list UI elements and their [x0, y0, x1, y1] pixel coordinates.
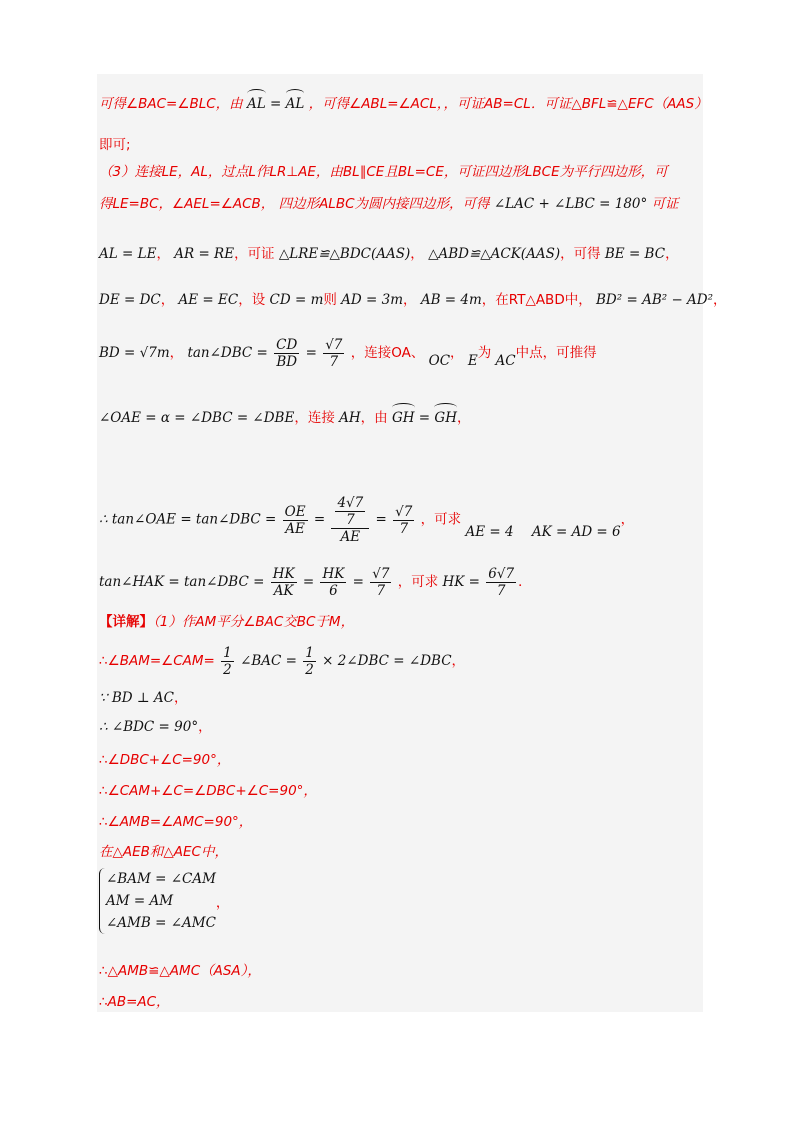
- eq: =: [305, 345, 322, 361]
- numerator: 6√7: [488, 566, 515, 582]
- line-7: [99, 337, 597, 370]
- fraction: [221, 645, 234, 678]
- text: 则: [323, 292, 337, 308]
- line-18: 在△AEB和△AEC中，: [99, 844, 228, 860]
- math: tan∠DBC =: [187, 345, 273, 361]
- math: AE = 4: [465, 523, 514, 540]
- math: OC: [428, 353, 451, 369]
- denominator: AK: [273, 583, 294, 599]
- text: ，可求: [420, 511, 462, 528]
- numerator: OE: [284, 503, 306, 520]
- denominator: AE: [340, 529, 361, 545]
- denominator: 6: [329, 583, 338, 599]
- line-12: [99, 645, 465, 678]
- text: ，: [156, 246, 170, 262]
- line-19: [99, 868, 229, 934]
- numerator: √7: [325, 337, 343, 353]
- math: ∴ tan∠OAE = tan∠DBC =: [99, 511, 281, 528]
- text: ，: [198, 719, 212, 735]
- denominator: 7: [329, 354, 339, 370]
- fraction: [393, 504, 414, 537]
- equation-system: [99, 868, 216, 934]
- numerator: [331, 495, 369, 529]
- text: 中点，可推得: [515, 345, 597, 361]
- denominator: 7: [346, 512, 355, 528]
- line-8: [99, 403, 470, 427]
- denominator: 7: [376, 583, 386, 599]
- line-21: ∴AB=AC，: [99, 994, 170, 1010]
- text: ，: [451, 653, 466, 669]
- line-15: ∴∠DBC+∠C=90°，: [99, 752, 231, 768]
- line-5: [99, 245, 679, 263]
- line-14: [99, 718, 212, 736]
- math: ∠LAC + ∠LBC = 180°: [493, 196, 648, 212]
- math: ∠BAC =: [240, 653, 302, 669]
- text: ，: [403, 292, 417, 308]
- equation: ∠AMB = ∠AMC: [106, 915, 216, 931]
- math: AC: [495, 353, 516, 369]
- eq: =: [352, 574, 369, 590]
- numerator: CD: [276, 337, 298, 353]
- text: ，可证: [234, 246, 275, 262]
- math: ∠OAE = α = ∠DBC = ∠DBE: [99, 410, 295, 426]
- text: ，可得∠ABL=∠ACL，，可证AB=CL．可证△BFL≌△EFC（AAS）: [308, 96, 708, 112]
- line-4: [99, 195, 679, 213]
- denominator: 2: [223, 662, 232, 678]
- line-3: （3）连接LE，AL，过点L作LR⊥AE，由BL∥CE且BL=CE，可证四边形LBCE为平行四边形，可: [99, 164, 668, 180]
- math: BD = √7m: [99, 345, 170, 361]
- numerator: 1: [305, 645, 314, 661]
- text: ，: [410, 246, 424, 262]
- text: ∴∠BAM=∠CAM=: [99, 653, 215, 669]
- line-1: [99, 89, 708, 113]
- text: （1）作AM平分∠BAC交BC于M，: [153, 614, 355, 630]
- text: ，可得: [560, 246, 601, 262]
- fraction: [303, 645, 316, 678]
- eq: =: [302, 574, 319, 590]
- math: AR = RE: [174, 246, 235, 262]
- fraction: [274, 337, 299, 370]
- numerator: 4√7: [337, 495, 364, 511]
- fraction: [320, 566, 346, 599]
- math: tan∠HAK = tan∠DBC =: [99, 574, 269, 590]
- numerator: HK: [322, 566, 345, 582]
- text: ，: [450, 345, 464, 361]
- math: ∵ BD ⊥ AC: [99, 690, 174, 706]
- numerator: √7: [395, 503, 413, 520]
- text: 可得∠BAC=∠BLC，由: [99, 96, 243, 112]
- fraction: [283, 504, 308, 537]
- math: E: [467, 353, 478, 369]
- math: BD² = AB² − AD²: [596, 292, 714, 308]
- denominator: BD: [276, 354, 298, 370]
- arc-gh-2: GH: [434, 403, 457, 427]
- math: △ABD≌△ACK(AAS): [428, 246, 561, 262]
- text: ，: [173, 690, 188, 706]
- text: ，连接: [294, 410, 335, 426]
- line-13: [99, 689, 187, 707]
- numerator: 1: [223, 645, 232, 661]
- text: ，: [713, 292, 727, 308]
- arc-al: AL: [247, 89, 266, 113]
- line-9: [99, 495, 634, 545]
- text: 为: [477, 345, 492, 361]
- text: ，由: [360, 410, 388, 426]
- line-2: 即可;: [99, 137, 131, 153]
- equation: ∠BAM = ∠CAM: [106, 871, 216, 887]
- arc-gh: GH: [392, 403, 415, 427]
- math: BE = BC: [604, 246, 666, 262]
- denominator: AE: [285, 520, 305, 537]
- line-11: [99, 613, 354, 631]
- complex-fraction: [331, 495, 369, 545]
- eq: =: [313, 511, 330, 528]
- text: ，: [160, 292, 175, 308]
- math: DE = DC: [99, 292, 161, 308]
- equation: AM = AM: [106, 893, 174, 909]
- numerator: √7: [372, 566, 390, 582]
- text: ，: [215, 895, 230, 911]
- text: ，可求: [397, 574, 439, 590]
- fraction: [271, 566, 297, 599]
- text: ，设: [238, 292, 266, 308]
- math: △LRE≌△BDC(AAS): [278, 246, 411, 262]
- math: ∴ ∠BDC = 90°: [99, 719, 199, 735]
- fraction: [323, 337, 344, 370]
- math: AE = EC: [178, 292, 239, 308]
- math: × 2∠DBC = ∠DBC: [322, 653, 452, 669]
- math: AL = LE: [99, 246, 157, 262]
- arc-al-2: AL: [286, 89, 305, 113]
- text: 可证: [651, 196, 679, 212]
- eq: =: [375, 511, 392, 528]
- text: ，: [169, 345, 184, 361]
- math: HK =: [442, 574, 485, 590]
- eq: =: [265, 96, 286, 112]
- section-label: 【详解】: [99, 614, 153, 630]
- line-6: [99, 291, 727, 309]
- math: AH: [339, 410, 361, 426]
- text: ，: [665, 246, 679, 262]
- line-16: ∴∠CAM+∠C=∠DBC+∠C=90°，: [99, 783, 317, 799]
- denominator: 7: [496, 583, 506, 599]
- math: AK = AD = 6: [531, 523, 621, 540]
- eq: =: [414, 410, 435, 426]
- math: AB = 4m: [420, 292, 482, 308]
- text: 得LE=BC，∠AEL=∠ACB， 四边形ALBC为圆内接四边形，可得: [99, 196, 490, 212]
- text: ，: [620, 511, 635, 528]
- text: ，: [456, 410, 471, 426]
- inner-fraction: [335, 495, 365, 528]
- line-10: [99, 566, 532, 599]
- denominator: 2: [305, 662, 314, 678]
- fraction: [370, 566, 391, 599]
- text: ，连接OA、: [350, 345, 425, 361]
- numerator: HK: [272, 566, 295, 582]
- line-17: ∴∠AMB=∠AMC=90°，: [99, 814, 253, 830]
- text: ，在RT△ABD中，: [481, 292, 592, 308]
- denominator: 7: [399, 520, 409, 537]
- math: CD = m: [269, 292, 324, 308]
- math: AD = 3m: [341, 292, 404, 308]
- text: ．: [518, 574, 532, 590]
- line-20: ∴△AMB≌△AMC（ASA），: [99, 963, 261, 979]
- fraction: [486, 566, 516, 599]
